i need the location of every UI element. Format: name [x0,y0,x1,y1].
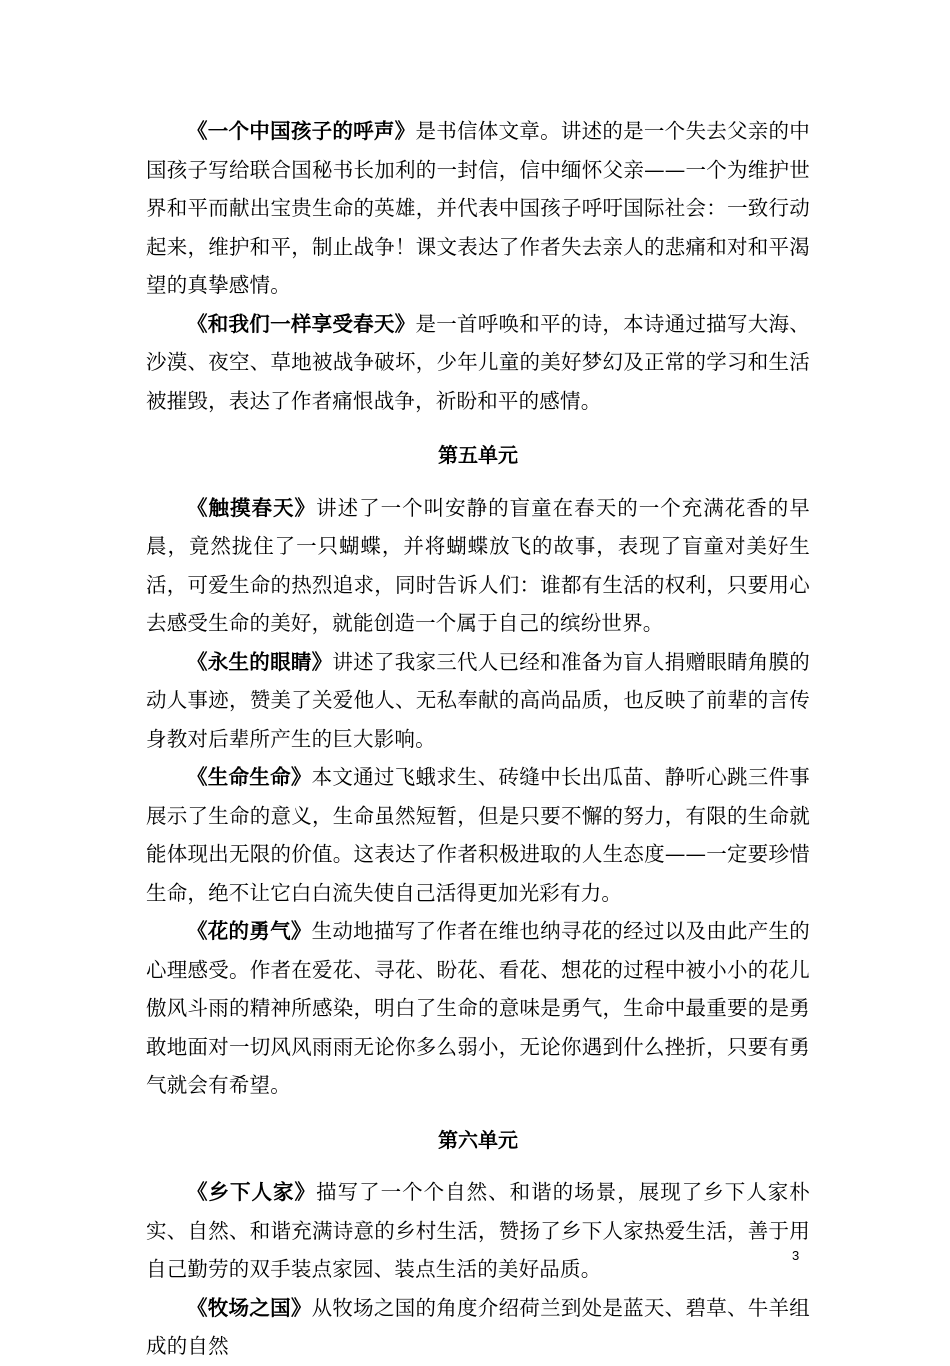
paragraph-title: 《牧场之国》 [187,1295,312,1320]
paragraph-title: 《花的勇气》 [187,919,312,943]
paragraph-flower-courage [146,912,810,1105]
paragraph-text: 从牧场之国的角度介绍荷兰到处是蓝天、碧草、牛羊组成的自然 [146,1295,810,1358]
paragraph-text: 讲述了一个叫安静的盲童在春天的一个充满花香的早晨，竟然拢住了一只蝴蝶，并将蝴蝶放飞的故事，表现了盲童对美好生活，可爱生命的热烈追求，同时告诉人们：谁都有生活的权利，只要用心去感受生命的美好，就能创造一个属于自己的缤纷世界。 [146,495,810,635]
paragraph-country-family [146,1173,810,1289]
paragraph-share-spring [146,305,810,421]
paragraph-text: 讲述了我家三代人已经和准备为盲人捐赠眼睛角膜的动人事迹，赞美了关爱他人、无私奉献的高尚品质，也反映了前辈的言传身教对后辈所产生的巨大影响。 [146,649,810,751]
paragraph-eternal-eyes [146,643,810,759]
paragraph-title: 《和我们一样享受春天》 [187,311,416,336]
unit-six-heading: 第六单元 [438,1127,518,1152]
page-number: 3 [792,1248,800,1263]
paragraph-title: 《乡下人家》 [187,1180,317,1204]
paragraph-title: 《触摸春天》 [187,495,317,520]
paragraph-text: 生动地描写了作者在维也纳寻花的经过以及由此产生的心理感受。作者在爱花、寻花、盼花、看花、想花的过程中被小小的花儿傲风斗雨的精神所感染，明白了生命的意味是勇气，生命中最重要的是勇敢地面对一切风风雨雨无论你多么弱小，无论你遇到什么挫折，只要有勇气就会有希望。 [146,919,810,1097]
unit-five-heading: 第五单元 [438,443,518,467]
paragraph-child-voice [146,112,810,305]
paragraph-title: 《一个中国孩子的呼声》 [187,119,416,143]
paragraph-text: 本文通过飞蛾求生、砖缝中长出瓜苗、静听心跳三件事展示了生命的意义，生命虽然短暂，但是只要不懈的努力，有限的生命就能体现出无限的价值。这表达了作者积极进取的人生态度——一定要珍惜生命，绝不让它白白流失使自己活得更加光彩有力。 [146,765,810,905]
paragraph-life-life [146,758,810,912]
paragraph-text: 描写了一个个自然、和谐的场景，展现了乡下人家朴实、自然、和谐充满诗意的乡村生活，赞扬了乡下人家热爱生活，善于用自己勤劳的双手装点家园、装点生活的美好品质。 [146,1180,810,1281]
paragraph-text: 是书信体文章。讲述的是一个失去父亲的中国孩子写给联合国秘书长加利的一封信，信中缅怀父亲——一个为维护世界和平而献出宝贵生命的英雄，并代表中国孩子呼吁国际社会：一致行动起来，维护和平，制止战争！课文表达了作者失去亲人的悲痛和对和平渴望的真挚感情。 [146,119,810,297]
paragraph-touch-spring [146,489,810,643]
paragraph-pasture-country [146,1289,810,1366]
paragraph-text: 是一首呼唤和平的诗，本诗通过描写大海、沙漠、夜空、草地被战争破坏，少年儿童的美好梦幻及正常的学习和生活被摧毁，表达了作者痛恨战争，祈盼和平的感情。 [146,311,810,413]
document-page [146,112,810,1366]
paragraph-title: 《生命生命》 [187,765,312,789]
paragraph-title: 《永生的眼睛》 [187,649,333,674]
